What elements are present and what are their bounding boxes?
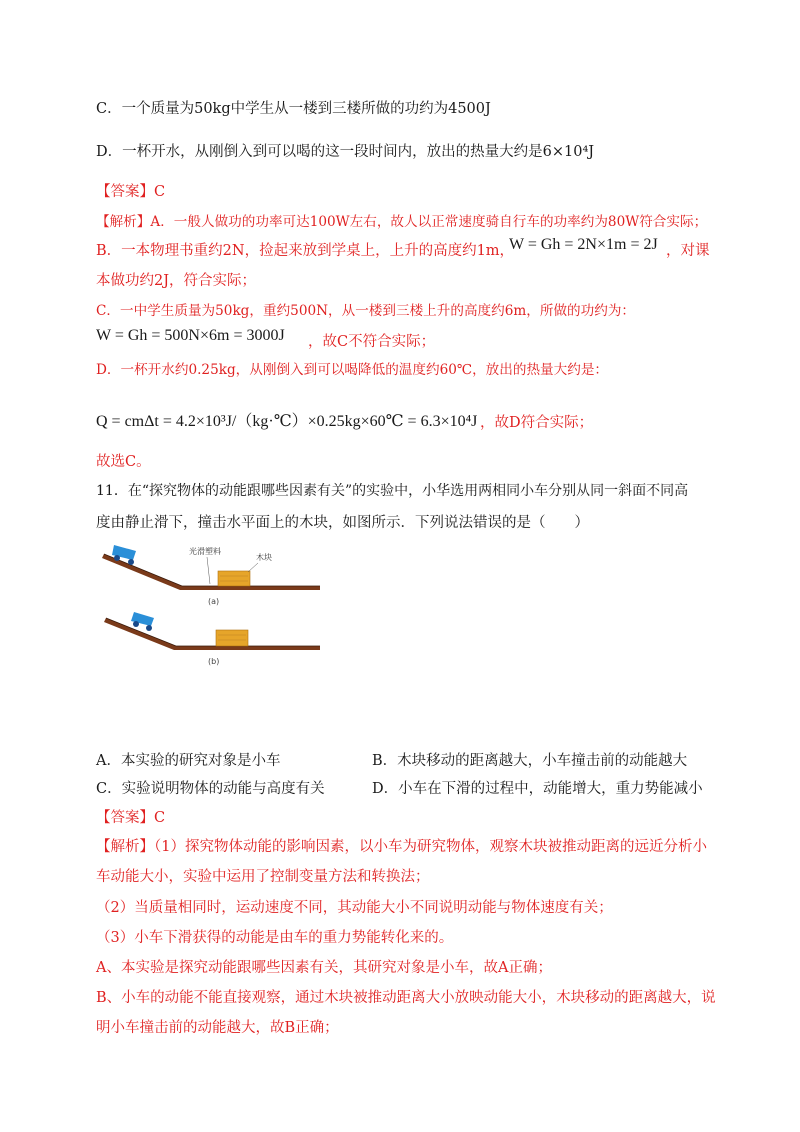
wood-block-a	[218, 571, 250, 586]
formula-work-book: W = Gh = 2N×1m = 2J	[509, 236, 658, 253]
analysis-q11-l2: 车动能大小，实验中运用了控制变量方法和转换法；	[96, 869, 430, 885]
formula-work-student: W = Gh = 500N×6m = 3000J	[96, 327, 285, 344]
formula-heat: Q = cmΔt = 4.2×10³J/（kg·℃）×0.25kg×60℃ = 6.3×10⁴J	[96, 413, 478, 430]
option-c-q11: C．实验说明物体的动能与高度有关	[96, 781, 325, 797]
experiment-figure	[100, 538, 330, 670]
analysis-q11-l5: A、本实验是探究动能跟哪些因素有关，其研究对象是小车，故A正确；	[96, 960, 552, 976]
answer-q11: 【答案】C	[96, 810, 166, 826]
option-c-q10: C．一个质量为50kg中学生从一楼到三楼所做的功约为4500J	[96, 101, 491, 117]
caption-a: (a)	[208, 597, 220, 606]
cart-b	[131, 612, 154, 631]
question-11-line1: 11．在“探究物体的动能跟哪些因素有关”的实验中，小华选用两相同小车分别从同一斜面不同高	[96, 483, 689, 499]
analysis-q10-a: 【解析】A．一般人做功的功率可达100W左右，故人以正常速度骑自行车的功率约为80W符合实际；	[96, 214, 708, 230]
option-d-q10: D．一杯开水，从刚倒入到可以喝的这一段时间内，放出的热量大约是6×10⁴J	[96, 144, 595, 160]
analysis-q11-l3: （2）当质量相同时，运动速度不同，其动能大小不同说明动能与物体速度有关；	[96, 900, 613, 916]
question-11-line2: 度由静止滑下，撞击水平面上的木块，如图所示．下列说法错误的是（ ）	[96, 515, 589, 531]
analysis-q11-l1: 【解析】（1）探究物体动能的影响因素，以小车为研究物体，观察木块被推动距离的远近分析小	[96, 839, 707, 855]
option-b-q11: B．木块移动的距离越大，小车撞击前的动能越大	[372, 753, 688, 769]
option-d-q11: D．小车在下滑的过程中，动能增大，重力势能减小	[372, 781, 703, 797]
wood-block-b	[216, 630, 248, 646]
caption-b: (b)	[208, 657, 220, 666]
analysis-q10-b1: B．一本物理书重约2N，捡起来放到学桌上，上升的高度约1m，	[96, 243, 515, 259]
analysis-q11-l4: （3）小车下滑获得的动能是由车的重力势能转化来的。	[96, 930, 454, 946]
answer-q10: 【答案】C	[96, 184, 166, 200]
setup-a	[102, 545, 320, 606]
analysis-q10-b1-end: ，对课	[666, 243, 710, 259]
analysis-q10-c2-end: ，故C不符合实际；	[308, 334, 436, 350]
analysis-q10-conclusion: 故选C。	[96, 454, 151, 470]
label-block: 木块	[256, 553, 272, 562]
analysis-q10-b2: 本做功约2J，符合实际；	[96, 273, 257, 289]
option-a-q11: A．本实验的研究对象是小车	[96, 753, 281, 769]
analysis-q11-l7: 明小车撞击前的动能越大，故B正确；	[96, 1020, 339, 1036]
analysis-q11-l6: B、小车的动能不能直接观察，通过木块被推动距离大小放映动能大小，木块移动的距离越大，说	[96, 990, 716, 1006]
ramp-a	[102, 554, 320, 590]
setup-b	[104, 612, 320, 666]
label-plastic: 光滑塑料	[189, 547, 221, 556]
analysis-q10-d2-end: ，故D符合实际；	[480, 415, 594, 431]
analysis-q10-d1: D．一杯开水约0.25kg，从刚倒入到可以喝降低的温度约60℃，放出的热量大约是：	[96, 362, 609, 378]
analysis-q10-c1: C．一中学生质量为50kg，重约500N，从一楼到三楼上升的高度约6m，所做的功约为：	[96, 303, 636, 319]
